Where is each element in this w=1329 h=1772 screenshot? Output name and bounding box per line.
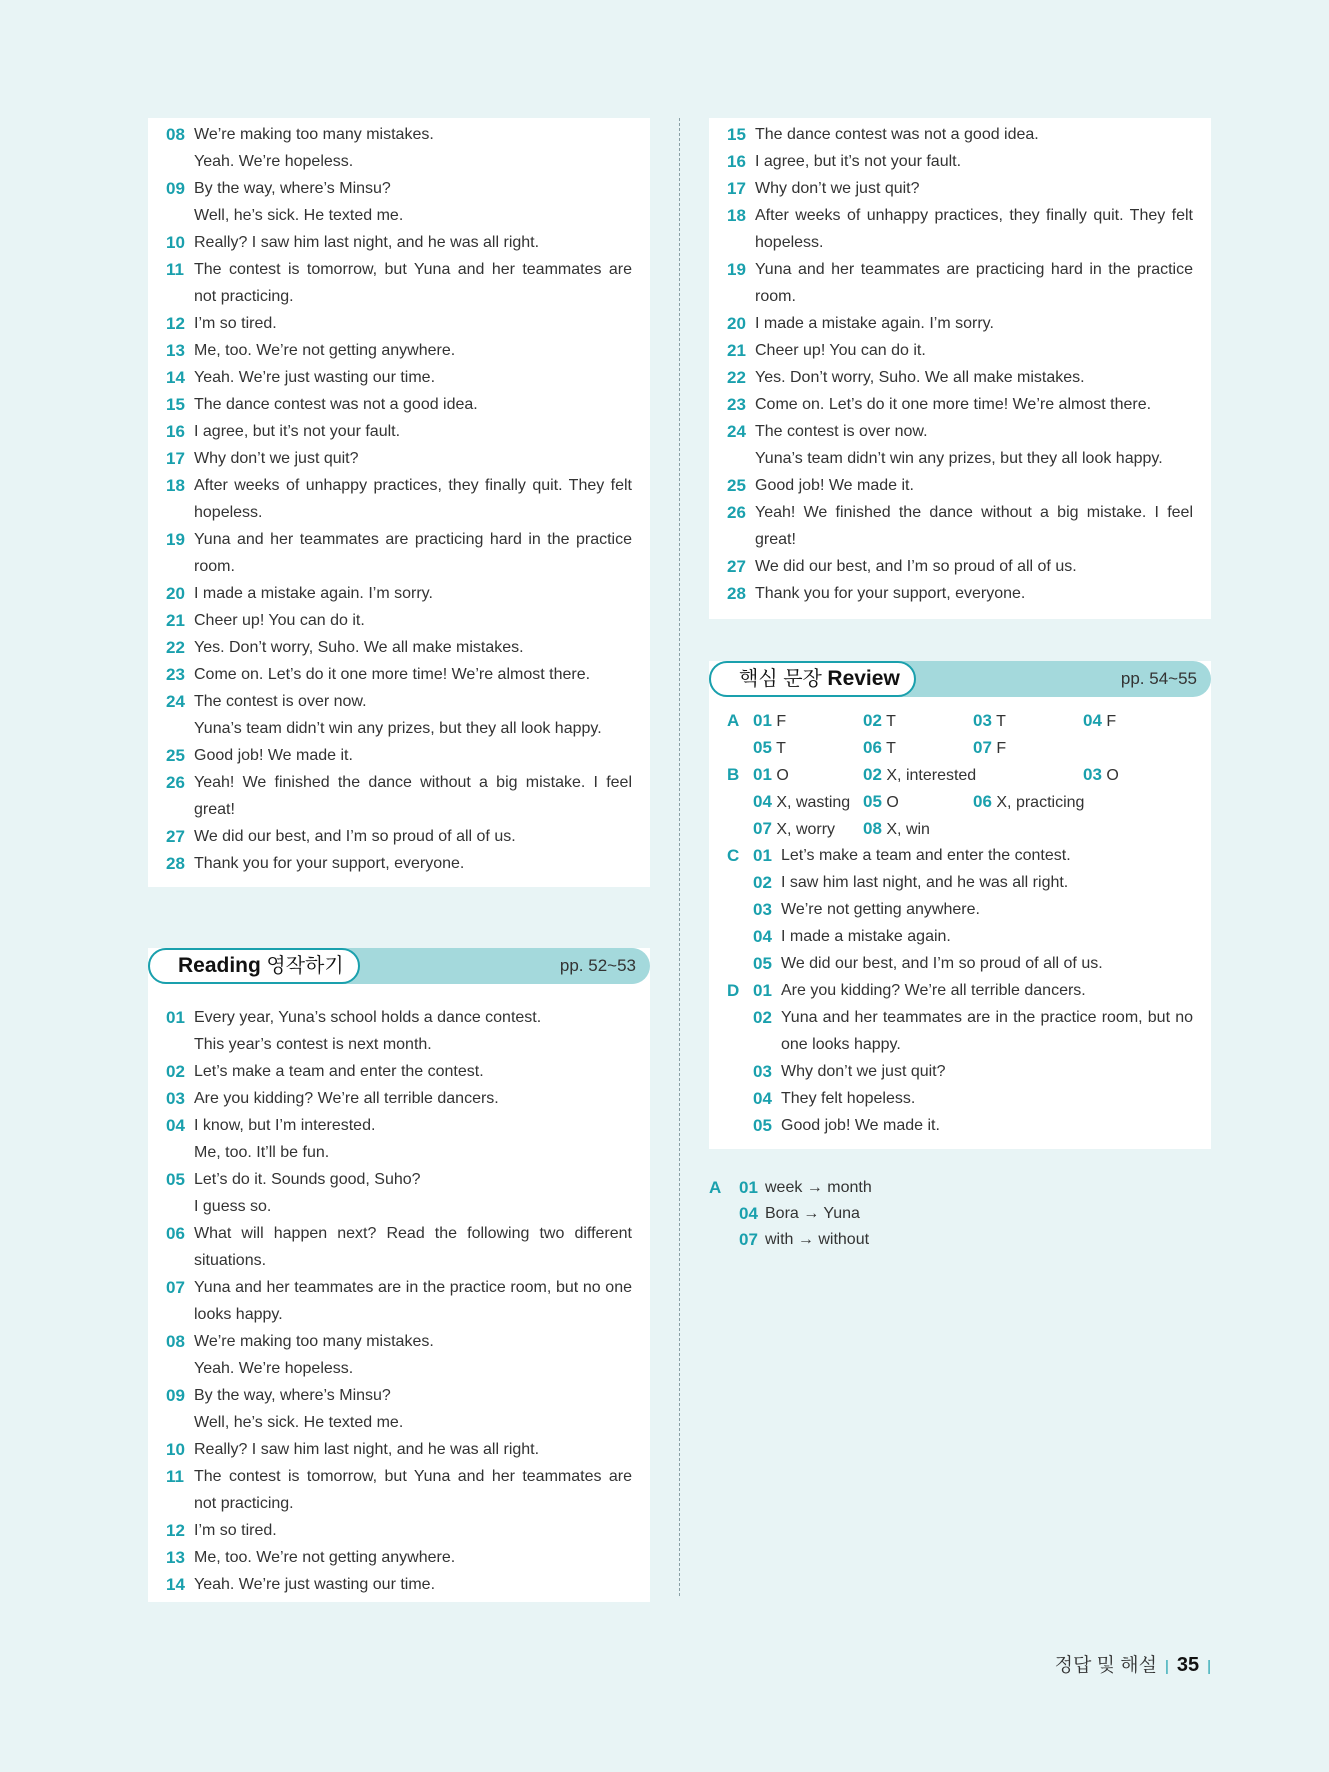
- answer-line: [727, 364, 1193, 391]
- answer-line: [166, 823, 632, 850]
- review-b-item: 07 X, worry: [753, 819, 836, 838]
- answer-text: Cheer up! You can do it.: [755, 342, 926, 359]
- review-number: 01: [753, 981, 772, 1000]
- answer-text: The contest is over now.: [194, 693, 367, 710]
- answer-line: [166, 1382, 632, 1409]
- answer-text: I guess so.: [194, 1198, 272, 1215]
- answer-line: [166, 1112, 632, 1139]
- review-d-line: [727, 1085, 1193, 1112]
- answer-line: [166, 1463, 632, 1517]
- answer-line: [166, 742, 632, 769]
- review-a-row-1: [727, 707, 1193, 734]
- correction-line: [709, 1201, 1211, 1227]
- answer-line: [166, 148, 632, 175]
- answer-line: [166, 1436, 632, 1463]
- answer-number: 20: [727, 314, 746, 333]
- review-text: Are you kidding? We’re all terrible dancers.: [781, 982, 1086, 999]
- answer-line: [166, 1166, 632, 1193]
- answer-line: [166, 121, 632, 148]
- answer-number: 15: [727, 125, 746, 144]
- answer-line: [166, 310, 632, 337]
- review-b-item: 01 O: [753, 765, 789, 784]
- corrections-lines: [709, 1175, 1211, 1253]
- answer-line: [166, 175, 632, 202]
- correction-text: Bora → Yuna: [765, 1205, 860, 1222]
- answer-text: I agree, but it’s not your fault.: [194, 423, 401, 440]
- answer-line: [166, 769, 632, 823]
- review-a-item: 01 F: [753, 711, 787, 730]
- answer-line: [727, 121, 1193, 148]
- review-d-lines: [727, 977, 1193, 1139]
- answer-text: Yuna and her teammates are practicing hard in the practice room.: [194, 531, 632, 575]
- answer-line: [727, 553, 1193, 580]
- answer-number: 16: [166, 422, 185, 441]
- review-a-letter: A: [727, 711, 740, 730]
- answer-text: By the way, where’s Minsu?: [194, 180, 391, 197]
- answer-text: The contest is over now.: [755, 423, 928, 440]
- reading-lines: [166, 1004, 632, 1598]
- review-number: 04: [753, 927, 772, 946]
- correction-number: 07: [739, 1230, 758, 1249]
- right-top-lines: [727, 121, 1193, 607]
- answer-line: [166, 229, 632, 256]
- column-divider: [679, 118, 680, 1596]
- answer-text: Really? I saw him last night, and he was all right.: [194, 1441, 540, 1458]
- answer-text: I made a mistake again. I’m sorry.: [194, 585, 433, 602]
- review-c-line: [727, 950, 1193, 977]
- answer-text: Come on. Let’s do it one more time! We’re almost there.: [755, 396, 1152, 413]
- answer-text: This year’s contest is next month.: [194, 1036, 432, 1053]
- answer-text: By the way, where’s Minsu?: [194, 1387, 391, 1404]
- reading-section: [148, 948, 650, 1602]
- review-title-en: Review: [827, 667, 900, 690]
- answer-text: We’re making too many mistakes.: [194, 126, 434, 143]
- answer-line: [166, 1517, 632, 1544]
- answer-text: Me, too. It’ll be fun.: [194, 1144, 330, 1161]
- answer-number: 27: [166, 827, 185, 846]
- answer-text: Yeah! We finished the dance without a big mistake. I feel great!: [194, 774, 632, 818]
- answer-number: 07: [166, 1278, 185, 1297]
- answer-number: 27: [727, 557, 746, 576]
- answer-number: 26: [166, 773, 185, 792]
- answer-line: [166, 526, 632, 580]
- answer-line: [166, 688, 632, 715]
- answer-line: [166, 1193, 632, 1220]
- review-text: I made a mistake again.: [781, 928, 951, 945]
- answer-number: 06: [166, 1224, 185, 1243]
- answer-text: Really? I saw him last night, and he was all right.: [194, 234, 540, 251]
- review-header: [709, 661, 1211, 697]
- answer-line: [166, 364, 632, 391]
- answer-number: 16: [727, 152, 746, 171]
- answer-number: 05: [166, 1170, 185, 1189]
- answer-line: [166, 1031, 632, 1058]
- review-c-line: [727, 896, 1193, 923]
- answer-text: Me, too. We’re not getting anywhere.: [194, 342, 456, 359]
- reading-title-en: Reading: [178, 954, 261, 977]
- answer-line: [727, 499, 1193, 553]
- answer-number: 12: [166, 314, 185, 333]
- answer-number: 23: [727, 395, 746, 414]
- answer-line: [166, 1274, 632, 1328]
- answer-line: [166, 445, 632, 472]
- answer-line: [166, 1328, 632, 1355]
- review-b-letter: B: [727, 765, 740, 784]
- review-c-line: [727, 923, 1193, 950]
- review-a-item: 04 F: [1083, 711, 1117, 730]
- answer-number: 14: [166, 1575, 185, 1594]
- correction-text: week → month: [765, 1179, 872, 1196]
- answer-text: Let’s do it. Sounds good, Suho?: [194, 1171, 421, 1188]
- answer-text: I’m so tired.: [194, 1522, 277, 1539]
- answer-text: Yuna’s team didn’t win any prizes, but they all look happy.: [194, 720, 602, 737]
- answer-text: Why don’t we just quit?: [194, 450, 359, 467]
- answer-text: Yes. Don’t worry, Suho. We all make mistakes.: [194, 639, 524, 656]
- left-top-answers: [148, 118, 650, 887]
- answer-number: 21: [166, 611, 185, 630]
- answer-line: [166, 1571, 632, 1598]
- answer-line: [166, 1220, 632, 1274]
- answer-line: [166, 472, 632, 526]
- answer-line: [166, 661, 632, 688]
- answer-line: [727, 418, 1193, 445]
- review-b-item: 03 O: [1083, 765, 1119, 784]
- answer-text: I agree, but it’s not your fault.: [755, 153, 962, 170]
- review-section: [709, 661, 1211, 1149]
- review-b-row-3: [727, 815, 1193, 842]
- review-a-item: 03 T: [973, 711, 1006, 730]
- review-a-item: 05 T: [753, 738, 786, 757]
- answer-text: We did our best, and I’m so proud of all of us.: [755, 558, 1077, 575]
- answer-number: 25: [166, 746, 185, 765]
- correction-line: [709, 1175, 1211, 1201]
- review-number: 03: [753, 900, 772, 919]
- review-title-kr: 핵심 문장: [739, 668, 822, 690]
- answer-text: Yes. Don’t worry, Suho. We all make mistakes.: [755, 369, 1085, 386]
- review-number: 05: [753, 1116, 772, 1135]
- answer-number: 18: [727, 206, 746, 225]
- answer-text: After weeks of unhappy practices, they finally quit. They felt hopeless.: [755, 207, 1193, 251]
- review-number: 02: [753, 873, 772, 892]
- corrections-section: [709, 1175, 1211, 1253]
- answer-text: We’re making too many mistakes.: [194, 1333, 434, 1350]
- review-pages: pp. 54~55: [1120, 669, 1197, 688]
- review-d-letter: D: [727, 981, 740, 1000]
- answer-number: 24: [166, 692, 185, 711]
- answer-line: [727, 445, 1193, 472]
- answer-text: Thank you for your support, everyone.: [755, 585, 1026, 602]
- answer-line: [166, 1058, 632, 1085]
- answer-number: 28: [727, 584, 746, 603]
- answer-number: 09: [166, 1386, 185, 1405]
- answer-number: 25: [727, 476, 746, 495]
- reading-pages: pp. 52~53: [559, 956, 636, 975]
- answer-line: [166, 1139, 632, 1166]
- answer-text: The dance contest was not a good idea.: [194, 396, 478, 413]
- answer-number: 26: [727, 503, 746, 522]
- left-top-lines: [166, 121, 632, 877]
- review-b-item: 04 X, wasting: [753, 792, 851, 811]
- review-d-line: [727, 1004, 1193, 1058]
- answer-number: 08: [166, 125, 185, 144]
- reading-answers: [148, 948, 650, 1602]
- answer-text: Are you kidding? We’re all terrible dancers.: [194, 1090, 499, 1107]
- answer-text: Me, too. We’re not getting anywhere.: [194, 1549, 456, 1566]
- answer-number: 11: [166, 260, 184, 279]
- answer-text: Every year, Yuna’s school holds a dance contest.: [194, 1009, 542, 1026]
- answer-line: [166, 850, 632, 877]
- correction-line: [709, 1227, 1211, 1253]
- review-number: 05: [753, 954, 772, 973]
- review-text: Yuna and her teammates are in the practice room, but no one looks happy.: [781, 1009, 1193, 1053]
- footer-separator: |: [1164, 1658, 1169, 1675]
- answer-text: Cheer up! You can do it.: [194, 612, 365, 629]
- review-answers: [709, 661, 1211, 1149]
- review-text: Let’s make a team and enter the contest.: [781, 847, 1071, 864]
- answer-line: [166, 634, 632, 661]
- review-b-row-2: [727, 788, 1193, 815]
- answer-number: 15: [166, 395, 185, 414]
- answer-line: [166, 1544, 632, 1571]
- answer-text: I made a mistake again. I’m sorry.: [755, 315, 994, 332]
- answer-text: Let’s make a team and enter the contest.: [194, 1063, 484, 1080]
- page-footer: [1055, 1650, 1219, 1677]
- footer-separator: |: [1207, 1658, 1211, 1675]
- answer-line: [166, 202, 632, 229]
- answer-line: [166, 715, 632, 742]
- answer-text: Well, he’s sick. He texted me.: [194, 207, 404, 224]
- review-a-item: 06 T: [863, 738, 896, 757]
- review-a-row-2: [727, 734, 1193, 761]
- answer-number: 13: [166, 341, 185, 360]
- review-b-item: 05 O: [863, 792, 899, 811]
- review-number: 01: [753, 846, 772, 865]
- answer-line: [166, 418, 632, 445]
- footer-label: 정답 및 해설: [1054, 1655, 1157, 1676]
- answer-line: [727, 310, 1193, 337]
- review-text: We did our best, and I’m so proud of all of us.: [781, 955, 1103, 972]
- answer-text: I’m so tired.: [194, 315, 277, 332]
- answer-number: 17: [166, 449, 185, 468]
- answer-line: [727, 175, 1193, 202]
- answer-text: I know, but I’m interested.: [194, 1117, 376, 1134]
- answer-text: Yeah. We’re hopeless.: [194, 153, 354, 170]
- answer-number: 12: [166, 1521, 185, 1540]
- review-a-item: 07 F: [973, 738, 1007, 757]
- answer-number: 20: [166, 584, 185, 603]
- correction-letter: A: [709, 1178, 722, 1197]
- answer-line: [166, 337, 632, 364]
- answer-text: What will happen next? Read the following two different situations.: [194, 1225, 632, 1269]
- answer-number: 24: [727, 422, 746, 441]
- review-number: 03: [753, 1062, 772, 1081]
- answer-number: 02: [166, 1062, 185, 1081]
- review-text: I saw him last night, and he was all right.: [781, 874, 1069, 891]
- review-d-line: [727, 977, 1193, 1004]
- answer-line: [166, 607, 632, 634]
- answer-number: 21: [727, 341, 746, 360]
- review-text: Good job! We made it.: [781, 1117, 940, 1134]
- answer-line: [166, 580, 632, 607]
- answer-text: Good job! We made it.: [194, 747, 353, 764]
- answer-text: Yeah. We’re just wasting our time.: [194, 369, 436, 386]
- answer-line: [166, 1355, 632, 1382]
- answer-number: 22: [166, 638, 185, 657]
- answer-number: 19: [166, 530, 185, 549]
- right-top-answers: [709, 118, 1211, 619]
- answer-number: 14: [166, 368, 185, 387]
- review-number: 04: [753, 1089, 772, 1108]
- review-text: We’re not getting anywhere.: [781, 901, 980, 918]
- answer-text: Yuna’s team didn’t win any prizes, but they all look happy.: [755, 450, 1163, 467]
- answer-text: Thank you for your support, everyone.: [194, 855, 465, 872]
- review-d-line: [727, 1112, 1193, 1139]
- answer-line: [727, 337, 1193, 364]
- answer-text: We did our best, and I’m so proud of all of us.: [194, 828, 516, 845]
- answer-number: 17: [727, 179, 746, 198]
- answer-line: [727, 472, 1193, 499]
- review-a-item: 02 T: [863, 711, 896, 730]
- review-c-line: [727, 869, 1193, 896]
- answer-text: Yeah. We’re just wasting our time.: [194, 1576, 436, 1593]
- review-title: [709, 661, 916, 697]
- correction-number: 04: [739, 1204, 758, 1223]
- review-b-row-1: [727, 761, 1193, 788]
- review-b-item: 08 X, win: [863, 819, 930, 838]
- page-number: 35: [1176, 1654, 1200, 1676]
- answer-line: [727, 202, 1193, 256]
- answer-line: [166, 1004, 632, 1031]
- answer-line: [166, 256, 632, 310]
- answer-text: Yuna and her teammates are in the practice room, but no one looks happy.: [194, 1279, 632, 1323]
- reading-title: [148, 948, 360, 984]
- answer-number: 19: [727, 260, 746, 279]
- answer-number: 10: [166, 233, 185, 252]
- answer-line: [727, 148, 1193, 175]
- answer-number: 09: [166, 179, 185, 198]
- answer-number: 22: [727, 368, 746, 387]
- answer-number: 04: [166, 1116, 185, 1135]
- answer-line: [727, 256, 1193, 310]
- answer-number: 28: [166, 854, 185, 873]
- review-d-line: [727, 1058, 1193, 1085]
- answer-text: Why don’t we just quit?: [755, 180, 920, 197]
- answer-text: After weeks of unhappy practices, they finally quit. They felt hopeless.: [194, 477, 632, 521]
- correction-text: with → without: [765, 1231, 870, 1248]
- answer-number: 03: [166, 1089, 185, 1108]
- review-c-letter: C: [727, 846, 740, 865]
- answer-number: 11: [166, 1467, 184, 1486]
- answer-line: [166, 391, 632, 418]
- answer-number: 10: [166, 1440, 185, 1459]
- answer-text: Yuna and her teammates are practicing hard in the practice room.: [755, 261, 1193, 305]
- answer-line: [727, 580, 1193, 607]
- answer-text: The contest is tomorrow, but Yuna and her teammates are not practicing.: [194, 1468, 632, 1512]
- answer-number: 01: [166, 1008, 185, 1027]
- answer-text: Yeah! We finished the dance without a big mistake. I feel great!: [755, 504, 1193, 548]
- reading-header: [148, 948, 650, 984]
- answer-line: [166, 1085, 632, 1112]
- answer-line: [166, 1409, 632, 1436]
- review-number: 02: [753, 1008, 772, 1027]
- answer-number: 18: [166, 476, 185, 495]
- answer-number: 08: [166, 1332, 185, 1351]
- review-c-line: [727, 842, 1193, 869]
- review-text: They felt hopeless.: [781, 1090, 916, 1107]
- review-b-item: 02 X, interested: [863, 765, 977, 784]
- answer-line: [727, 391, 1193, 418]
- answer-number: 13: [166, 1548, 185, 1567]
- answer-text: Come on. Let’s do it one more time! We’re almost there.: [194, 666, 591, 683]
- correction-number: 01: [739, 1178, 758, 1197]
- answer-text: The contest is tomorrow, but Yuna and her teammates are not practicing.: [194, 261, 632, 305]
- review-text: Why don’t we just quit?: [781, 1063, 946, 1080]
- answer-text: Yeah. We’re hopeless.: [194, 1360, 354, 1377]
- answer-number: 23: [166, 665, 185, 684]
- answer-text: The dance contest was not a good idea.: [755, 126, 1039, 143]
- reading-title-kr: 영작하기: [266, 955, 344, 977]
- review-c-lines: [727, 842, 1193, 977]
- answer-text: Well, he’s sick. He texted me.: [194, 1414, 404, 1431]
- answer-text: Good job! We made it.: [755, 477, 914, 494]
- review-b-item: 06 X, practicing: [973, 792, 1085, 811]
